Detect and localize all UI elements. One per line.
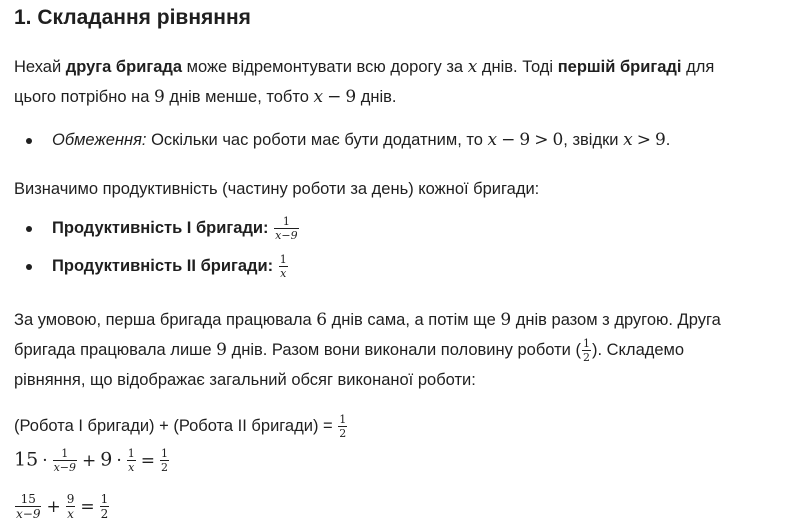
math-number: 9 bbox=[519, 130, 531, 150]
fraction-denominator: 2 bbox=[582, 351, 590, 365]
math-op: = bbox=[140, 450, 156, 471]
fraction-numerator: 1 bbox=[339, 413, 347, 426]
fraction-numerator: 1 bbox=[582, 337, 590, 351]
intro-paragraph bbox=[14, 52, 789, 112]
math-op: = bbox=[80, 496, 95, 517]
text: Оскільки час роботи має бути додатним, то bbox=[146, 131, 488, 149]
fraction-numerator: 1 bbox=[282, 215, 290, 229]
math-var: x bbox=[467, 57, 478, 77]
math-number: 0 bbox=[552, 130, 564, 150]
text: бригада працювала лише bbox=[14, 341, 217, 359]
text: днів менше, тобто bbox=[164, 88, 314, 106]
bullet-icon bbox=[26, 138, 32, 144]
math-op: − bbox=[501, 130, 516, 150]
constraint-list bbox=[14, 125, 670, 155]
fraction-numerator: 1 bbox=[61, 447, 69, 460]
productivity-intro: Визначимо продуктивність (частину роботи за день) кожної бригади: bbox=[14, 180, 540, 198]
list-item bbox=[14, 125, 670, 155]
text: За умовою, перша бригада працювала bbox=[14, 311, 317, 329]
text: . bbox=[665, 131, 671, 149]
math-number: 9 bbox=[500, 310, 512, 330]
fraction-denominator: x−9 bbox=[53, 461, 77, 474]
fraction bbox=[66, 493, 76, 520]
fraction-denominator: x bbox=[128, 461, 135, 474]
math-number: 9 bbox=[153, 87, 165, 107]
bold-term-second-brigade: друга бригада bbox=[65, 58, 183, 76]
fraction-numerator: 1 bbox=[161, 447, 169, 460]
text: днів. bbox=[356, 88, 397, 106]
text: Нехай bbox=[14, 58, 66, 76]
fraction bbox=[279, 254, 288, 279]
text: може відремонтувати всю дорогу за bbox=[182, 58, 468, 76]
math-var: x bbox=[487, 130, 498, 150]
bold-term-first-brigade: першій бригаді bbox=[557, 58, 682, 76]
math-number: 9 bbox=[654, 130, 666, 150]
fraction bbox=[582, 338, 591, 363]
math-var: x bbox=[623, 130, 633, 150]
fraction bbox=[53, 448, 77, 473]
fraction-numerator: 1 bbox=[100, 492, 109, 506]
constraint-label: Обмеження: bbox=[52, 131, 147, 149]
equation-1 bbox=[14, 448, 170, 473]
fraction-denominator: x−9 bbox=[16, 507, 41, 521]
equation-words bbox=[14, 414, 348, 439]
text: , звідки bbox=[563, 131, 624, 149]
fraction-denominator: x−9 bbox=[275, 229, 298, 243]
fraction-numerator: 1 bbox=[279, 253, 287, 267]
productivity-label-2: Продуктивність II бригади: bbox=[52, 257, 274, 275]
fraction-denominator: 2 bbox=[339, 427, 347, 440]
math-op: + bbox=[82, 450, 97, 471]
productivity-label-1: Продуктивність I бригади: bbox=[52, 219, 269, 237]
math-var: x bbox=[313, 87, 324, 107]
fraction-numerator: 1 bbox=[127, 447, 135, 460]
math-number: 9 bbox=[100, 448, 113, 471]
productivity-list bbox=[14, 213, 300, 289]
fraction-numerator: 9 bbox=[66, 492, 75, 506]
bullet-icon bbox=[26, 226, 32, 232]
math-op: · bbox=[42, 450, 48, 471]
math-number: 6 bbox=[316, 310, 328, 330]
math-number: 9 bbox=[216, 340, 227, 360]
text: днів сама, а потім ще bbox=[327, 311, 501, 329]
fraction-denominator: 2 bbox=[161, 461, 169, 474]
list-item bbox=[14, 251, 300, 289]
fraction bbox=[127, 448, 136, 473]
bullet-icon bbox=[26, 264, 32, 270]
fraction-denominator: 2 bbox=[100, 507, 109, 521]
fraction bbox=[338, 414, 347, 439]
condition-paragraph bbox=[14, 305, 789, 395]
text: днів. Разом вони виконали половину роботи ( bbox=[227, 341, 581, 359]
text: для bbox=[681, 58, 715, 76]
fraction-denominator: x bbox=[67, 507, 74, 521]
math-number: 9 bbox=[345, 87, 357, 107]
math-number: 15 bbox=[14, 448, 39, 471]
text: днів. Тоді bbox=[477, 58, 558, 76]
list-item bbox=[14, 213, 300, 251]
fraction bbox=[274, 216, 298, 241]
text: цього потрібно на bbox=[14, 88, 154, 106]
math-op: · bbox=[116, 450, 122, 471]
math-op: > bbox=[636, 130, 651, 150]
math-op: − bbox=[327, 87, 342, 107]
fraction-numerator: 15 bbox=[20, 492, 36, 506]
section-heading: 1. Складання рівняння bbox=[14, 6, 251, 29]
text: ). Складемо bbox=[591, 341, 685, 359]
fraction bbox=[15, 493, 41, 520]
math-op: + bbox=[46, 496, 61, 517]
fraction-denominator: x bbox=[280, 267, 287, 281]
fraction bbox=[160, 448, 169, 473]
equation-2 bbox=[14, 493, 110, 520]
text: (Робота I бригади) + (Робота II бригади) = bbox=[14, 416, 338, 435]
math-op: > bbox=[534, 130, 549, 150]
text: рівняння, що відображає загальний обсяг виконаної роботи: bbox=[14, 371, 476, 389]
text: днів разом з другою. Друга bbox=[511, 311, 721, 329]
fraction bbox=[100, 493, 110, 520]
